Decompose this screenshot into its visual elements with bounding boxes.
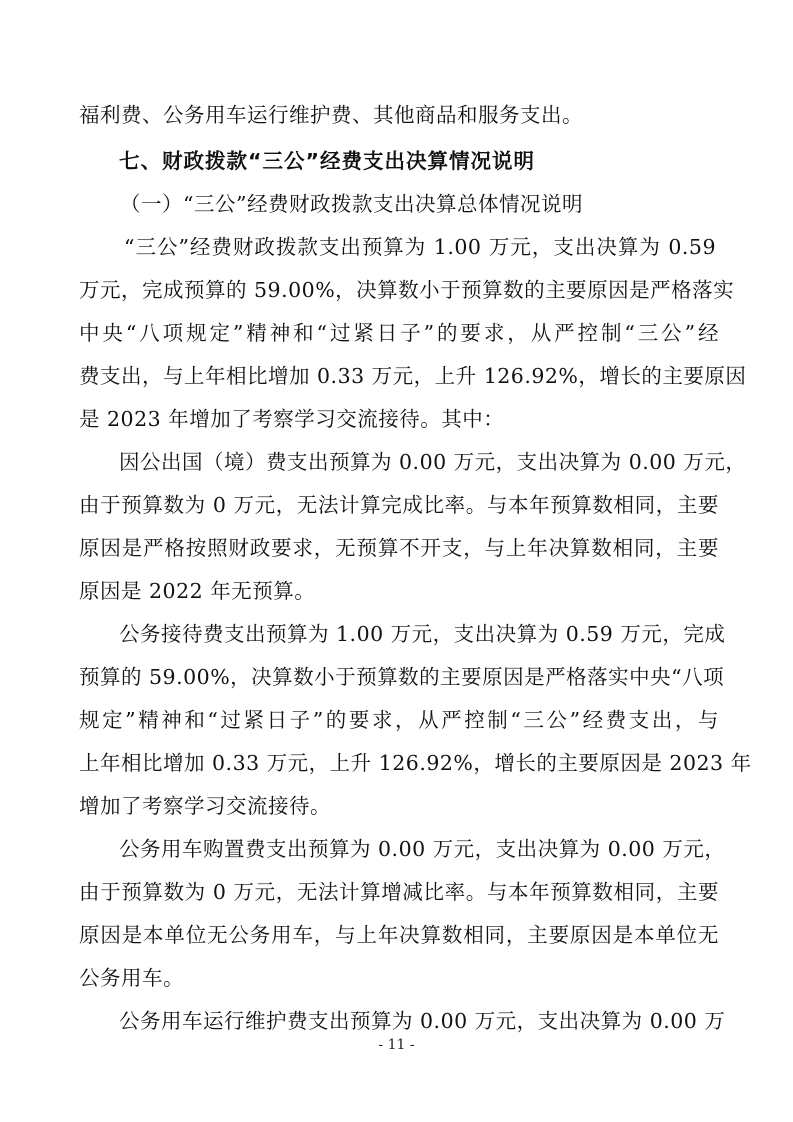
text-line-11: 原因是严格按照财政要求，无预算不开支，与上年决算数相同，主要 [79,536,719,560]
text-line-19: 由于预算数为 0 万元，无法计算增减比率。与本年预算数相同，主要 [79,880,719,904]
text-line-16: 上年相比增加 0.33 万元，上升 126.92%，增长的主要原因是 2023 年 [79,751,752,775]
text-line-9: 因公出国（境）费支出预算为 0.00 万元，支出决算为 0.00 万元， [119,450,747,474]
text-line-7: 费支出，与上年相比增加 0.33 万元，上升 126.92%，增长的主要原因 [79,364,747,388]
text-line-14: 预算的 59.00%，决算数小于预算数的主要原因是严格落实中央“八项 [79,665,725,689]
text-line-10: 由于预算数为 0 万元，无法计算完成比率。与本年预算数相同，主要 [79,493,719,517]
text-line-5: 万元，完成预算的 59.00%，决算数小于预算数的主要原因是严格落实 [79,278,735,302]
text-line-15: 规定”精神和“过紧日子”的要求，从严控制“三公”经费支出，与 [79,708,719,732]
text-line-1: 福利费、公务用车运行维护费、其他商品和服务支出。 [79,103,583,127]
page-number: - 11 - [378,1037,415,1053]
section-heading: 七、财政拨款“三公”经费支出决算情况说明 [119,149,535,173]
subsection-heading: （一）“三公”经费财政拨款支出决算总体情况说明 [120,192,583,216]
text-line-13: 公务接待费支出预算为 1.00 万元，支出决算为 0.59 万元，完成 [119,622,726,646]
text-line-6: 中央“八项规定”精神和“过紧日子”的要求，从严控制“三公”经 [79,321,719,345]
text-line-22: 公务用车运行维护费支出预算为 0.00 万元，支出决算为 0.00 万 [119,1009,726,1033]
text-line-8: 是 2023 年增加了考察学习交流接待。其中： [79,407,505,431]
text-line-20: 原因是本单位无公务用车，与上年决算数相同，主要原因是本单位无 [79,923,719,947]
text-line-17: 增加了考察学习交流接待。 [79,794,331,818]
text-line-21: 公务用车。 [79,966,184,990]
text-line-12: 原因是 2022 年无预算。 [79,579,316,603]
text-line-4: “三公”经费财政拨款支出预算为 1.00 万元，支出决算为 0.59 [124,235,716,259]
text-line-18: 公务用车购置费支出预算为 0.00 万元，支出决算为 0.00 万元， [119,837,726,861]
